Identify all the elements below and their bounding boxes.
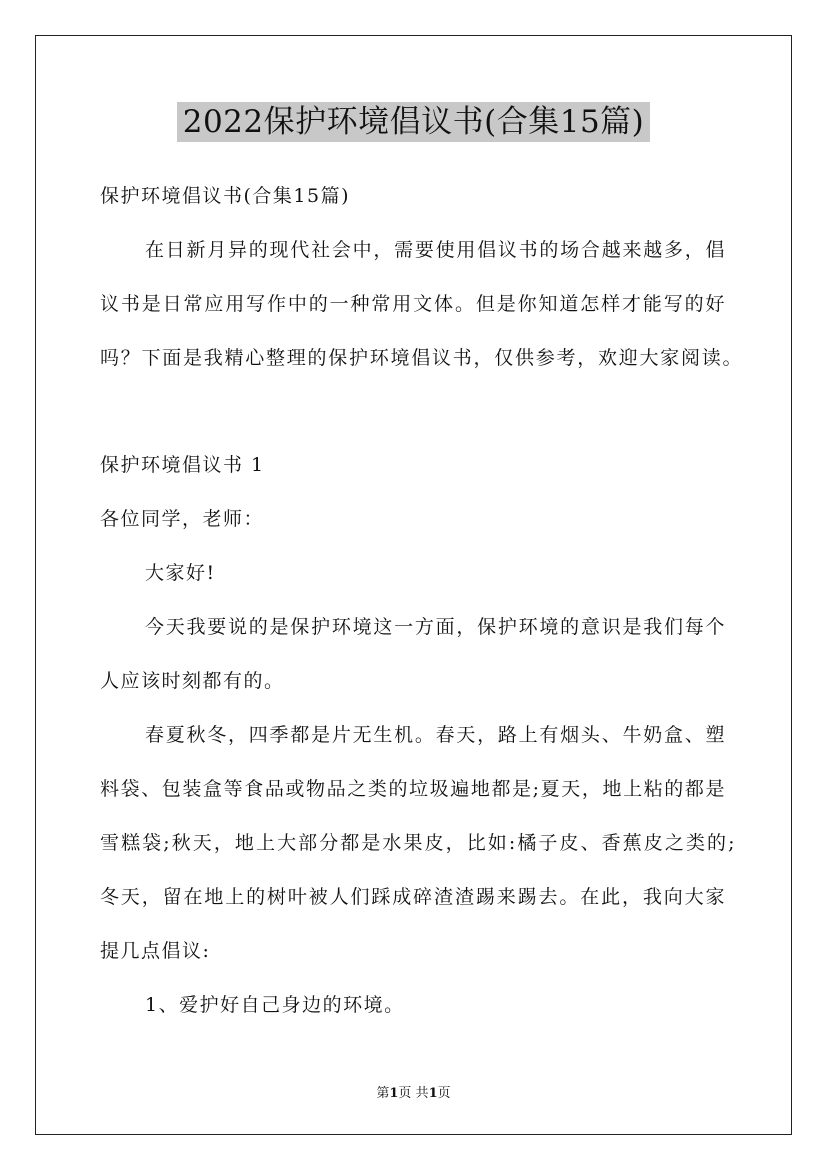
- intro-line-2: 议书是日常应用写作中的一种常用文体。但是你知道怎样才能写的好: [100, 293, 726, 315]
- paragraph1-line-1: 今天我要说的是保护环境这一方面，保护环境的意识是我们每个: [145, 616, 726, 638]
- title-container: [0, 102, 827, 142]
- paragraph2-line-2: 料袋、包装盒等食品或物品之类的垃圾遍地都是;夏天，地上粘的都是: [100, 778, 726, 800]
- footer-current-page: 1: [389, 1086, 399, 1101]
- footer-prefix: 第: [376, 1086, 390, 1101]
- page-footer: [0, 1082, 827, 1101]
- intro-line-3: 吗？下面是我精心整理的保护环境倡议书，仅供参考，欢迎大家阅读。: [100, 347, 743, 369]
- document-title: 2022保护环境倡议书(合集15篇): [177, 102, 651, 142]
- intro-line-1: 在日新月异的现代社会中，需要使用倡议书的场合越来越多，倡: [145, 239, 726, 261]
- paragraph1-line-2: 人应该时刻都有的。: [100, 670, 285, 692]
- footer-mid: 页 共: [398, 1086, 429, 1101]
- paragraph2-line-5: 提几点倡议:: [100, 940, 211, 962]
- footer-total-pages: 1: [428, 1086, 438, 1101]
- section-heading: 保护环境倡议书 1: [100, 454, 265, 476]
- proposal-1: 1、爱护好自己身边的环境。: [145, 994, 405, 1016]
- salutation: 各位同学，老师：: [100, 508, 265, 530]
- document-subtitle: 保护环境倡议书(合集15篇): [100, 185, 351, 207]
- paragraph2-line-4: 冬天，留在地上的树叶被人们踩成碎渣渣踢来踢去。在此，我向大家: [100, 886, 726, 908]
- greeting: 大家好!: [145, 562, 216, 584]
- footer-suffix: 页: [437, 1086, 451, 1101]
- paragraph2-line-3: 雪糕袋;秋天，地上大部分都是水果皮，比如:橘子皮、香蕉皮之类的;: [100, 832, 736, 854]
- paragraph2-line-1: 春夏秋冬，四季都是片无生机。春天，路上有烟头、牛奶盒、塑: [145, 724, 726, 746]
